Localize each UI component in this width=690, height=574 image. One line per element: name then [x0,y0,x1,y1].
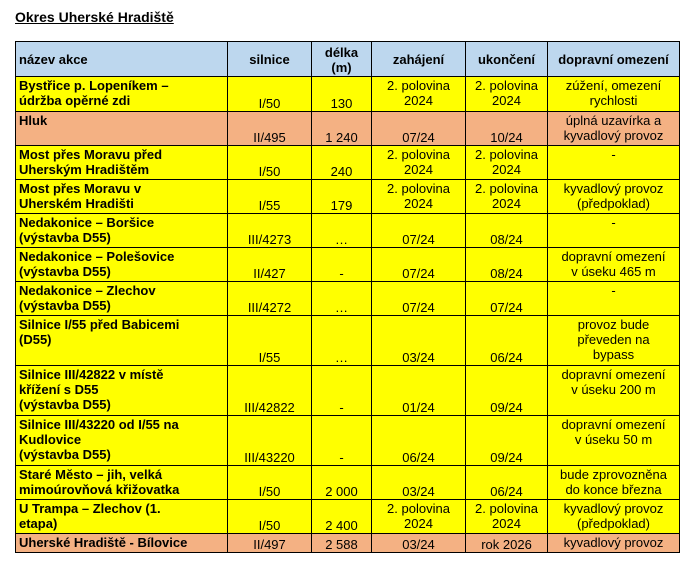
cell-impact: - [548,282,680,316]
cell-name: Most přes Moravu před Uherským Hradištěm [16,146,228,180]
cell-start: 03/24 [372,466,466,500]
cell-end: 2. polovina 2024 [466,500,548,534]
column-header-end: ukončení [466,42,548,77]
cell-name: Nedakonice – Polešovice (výstavba D55) [16,248,228,282]
cell-road: III/42822 [228,366,312,416]
table-header-row [16,42,680,77]
cell-start: 03/24 [372,316,466,366]
cell-impact: - [548,146,680,180]
cell-impact: bude zprovozněna do konce března [548,466,680,500]
table-row [16,214,680,248]
cell-road: I/55 [228,316,312,366]
cell-name: Silnice I/55 před Babicemi (D55) [16,316,228,366]
cell-end: 06/24 [466,466,548,500]
cell-start: 2. polovina 2024 [372,146,466,180]
table-row [16,500,680,534]
cell-start: 03/24 [372,534,466,553]
cell-length: 2 000 [312,466,372,500]
cell-impact: provoz bude převeden na bypass [548,316,680,366]
cell-start: 01/24 [372,366,466,416]
cell-length: … [312,282,372,316]
cell-name: Uherské Hradiště - Bílovice [16,534,228,553]
page-title: Okres Uherské Hradiště [15,9,174,25]
cell-name: Silnice III/42822 v místě křížení s D55 (výstavba D55) [16,366,228,416]
cell-name: Silnice III/43220 od I/55 na Kudlovice (výstavba D55) [16,416,228,466]
cell-end: 08/24 [466,248,548,282]
table-row [16,366,680,416]
cell-name: Nedakonice – Zlechov (výstavba D55) [16,282,228,316]
cell-start: 2. polovina 2024 [372,77,466,112]
column-header-name: název akce [16,42,228,77]
cell-end: 2. polovina 2024 [466,146,548,180]
cell-end: 2. polovina 2024 [466,77,548,112]
cell-road: I/50 [228,77,312,112]
cell-road: II/427 [228,248,312,282]
cell-end: 10/24 [466,112,548,146]
cell-name: Bystřice p. Lopeníkem – údržba opěrné zdi [16,77,228,112]
cell-end: 07/24 [466,282,548,316]
cell-road: III/43220 [228,416,312,466]
cell-impact: kyvadlový provoz (předpoklad) [548,180,680,214]
cell-start: 07/24 [372,112,466,146]
column-header-impact: dopravní omezení [548,42,680,77]
cell-length: 1 240 [312,112,372,146]
cell-road: III/4272 [228,282,312,316]
cell-name: Staré Město – jih, velká mimoúrovňová křižovatka [16,466,228,500]
cell-name: Hluk [16,112,228,146]
cell-impact: dopravní omezení v úseku 465 m [548,248,680,282]
cell-start: 07/24 [372,214,466,248]
cell-length: - [312,416,372,466]
cell-road: II/497 [228,534,312,553]
cell-start: 06/24 [372,416,466,466]
column-header-start: zahájení [372,42,466,77]
cell-name: Nedakonice – Boršice (výstavba D55) [16,214,228,248]
cell-road: I/50 [228,146,312,180]
cell-end: 08/24 [466,214,548,248]
cell-length: … [312,214,372,248]
cell-road: III/4273 [228,214,312,248]
cell-end: 06/24 [466,316,548,366]
cell-road: II/495 [228,112,312,146]
cell-start: 07/24 [372,248,466,282]
cell-name: Most přes Moravu v Uherském Hradišti [16,180,228,214]
cell-impact: kyvadlový provoz (předpoklad) [548,500,680,534]
cell-name: U Trampa – Zlechov (1. etapa) [16,500,228,534]
cell-end: 2. polovina 2024 [466,180,548,214]
table-row [16,534,680,553]
cell-start: 2. polovina 2024 [372,500,466,534]
roadworks-table [15,41,680,553]
cell-road: I/50 [228,500,312,534]
cell-length: 2 588 [312,534,372,553]
cell-impact: dopravní omezení v úseku 50 m [548,416,680,466]
cell-road: I/55 [228,180,312,214]
cell-start: 2. polovina 2024 [372,180,466,214]
column-header-length: délka (m) [312,42,372,77]
cell-length: - [312,366,372,416]
cell-length: 240 [312,146,372,180]
table-row [16,316,680,366]
cell-start: 07/24 [372,282,466,316]
table-row [16,466,680,500]
cell-length: 179 [312,180,372,214]
cell-end: rok 2026 [466,534,548,553]
cell-road: I/50 [228,466,312,500]
cell-impact: zúžení, omezení rychlosti [548,77,680,112]
cell-impact: kyvadlový provoz [548,534,680,553]
cell-end: 09/24 [466,366,548,416]
cell-impact: - [548,214,680,248]
table-row [16,146,680,180]
cell-length: - [312,248,372,282]
table-row [16,180,680,214]
table-row [16,248,680,282]
cell-impact: úplná uzavírka a kyvadlový provoz [548,112,680,146]
table-row [16,416,680,466]
table-row [16,282,680,316]
table-row [16,77,680,112]
cell-impact: dopravní omezení v úseku 200 m [548,366,680,416]
cell-length: 2 400 [312,500,372,534]
cell-length: 130 [312,77,372,112]
cell-length: … [312,316,372,366]
cell-end: 09/24 [466,416,548,466]
table-row [16,112,680,146]
column-header-road: silnice [228,42,312,77]
